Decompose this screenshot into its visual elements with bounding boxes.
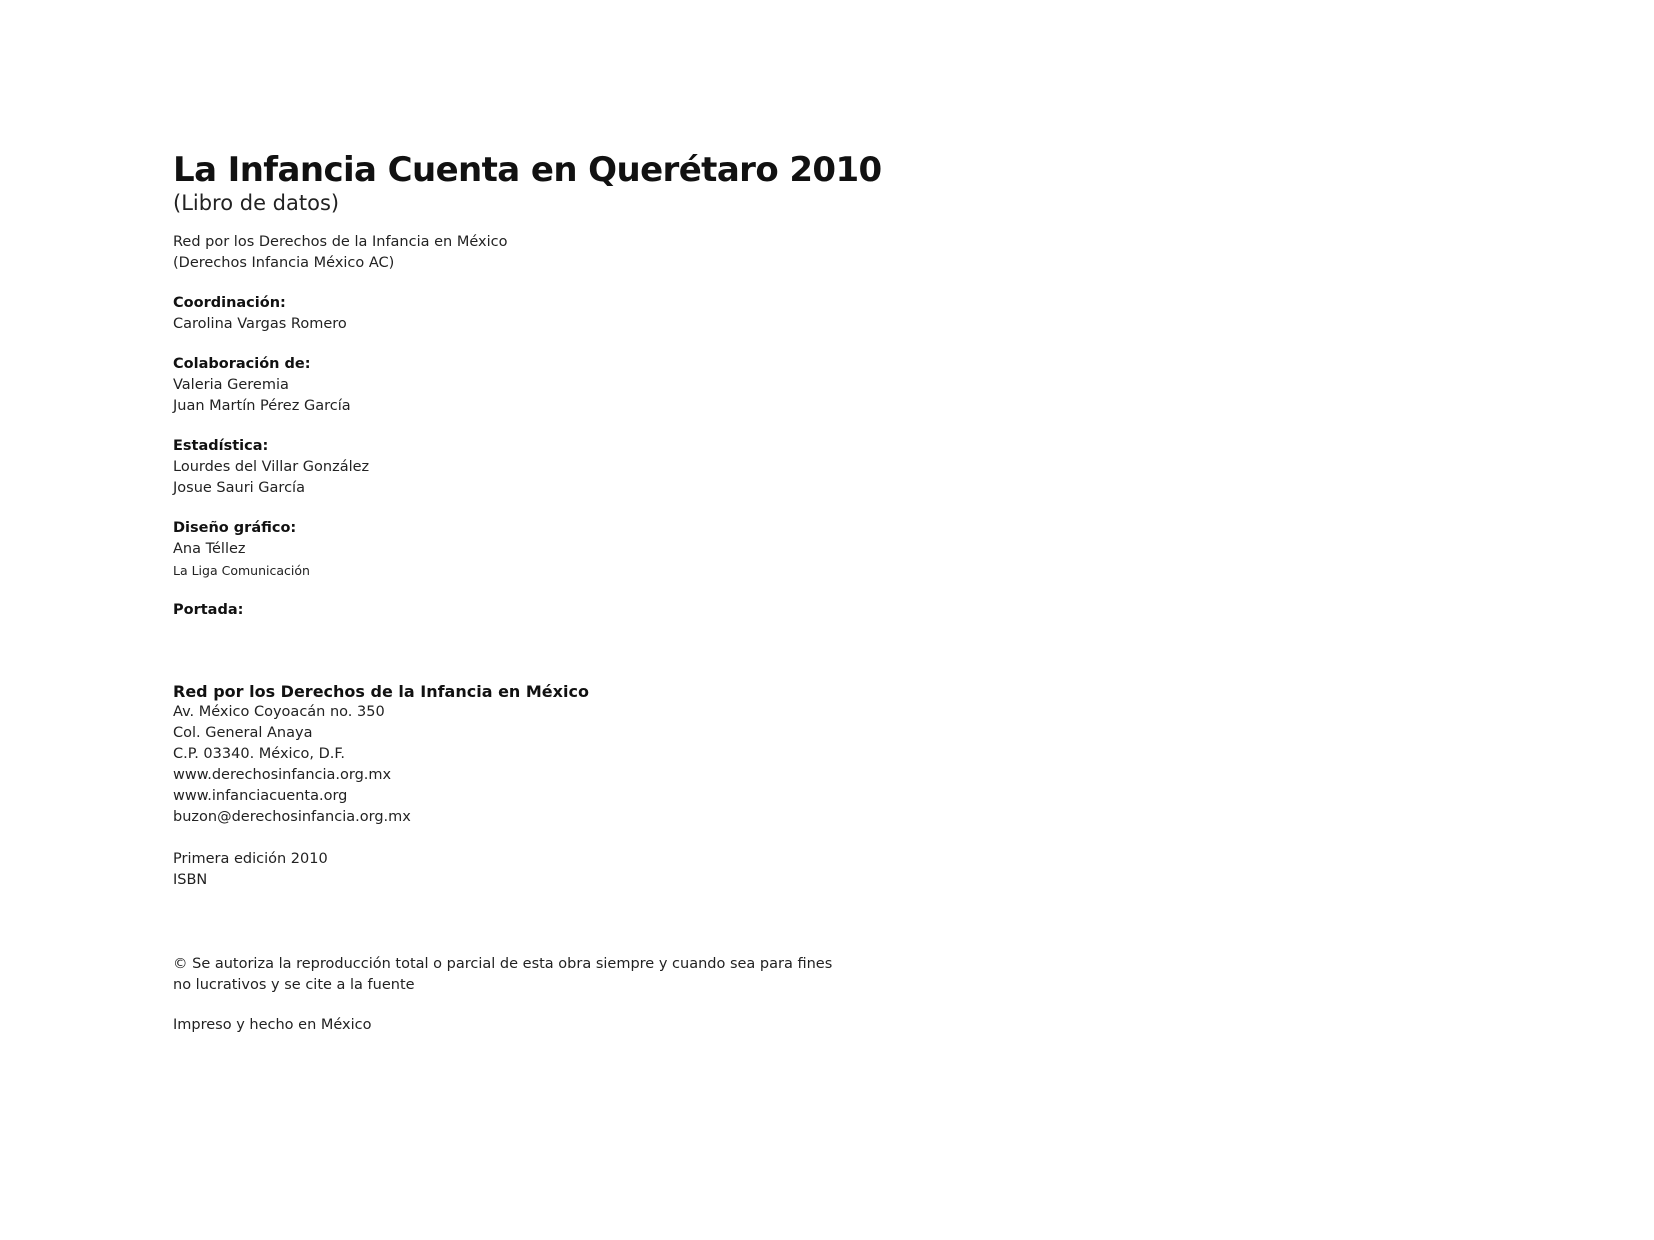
coordinator-name: Carolina Vargas Romero: [173, 316, 347, 332]
design-section: [173, 518, 933, 581]
design-label: Diseño gráfico:: [173, 520, 297, 536]
statistics-section: [173, 436, 933, 499]
contact-block: [173, 681, 933, 828]
book-subtitle: (Libro de datos): [173, 191, 340, 215]
book-title: La Infancia Cuenta en Querétaro 2010: [173, 150, 882, 190]
website-link[interactable]: www.derechosinfancia.org.mx: [173, 767, 392, 783]
address-line: Col. General Anaya: [173, 725, 313, 741]
statistician-name: Lourdes del Villar González: [173, 459, 370, 475]
isbn-text: ISBN: [173, 872, 208, 888]
contact-heading: Red por los Derechos de la Infancia en México: [173, 682, 589, 701]
statistician-name: Josue Sauri García: [173, 480, 305, 496]
organization-block: [173, 232, 933, 274]
coordination-section: [173, 293, 933, 335]
address-line: Av. México Coyoacán no. 350: [173, 704, 385, 720]
organization-name: Red por los Derechos de la Infancia en México: [173, 234, 508, 250]
copyright-block: [173, 954, 833, 996]
organization-legal-name: (Derechos Infancia México AC): [173, 255, 395, 271]
copyright-notice: © Se autoriza la reproducción total o parcial de esta obra siempre y cuando sea para fines no lucrativos y se cite a la fuente: [173, 956, 833, 993]
edition-text: Primera edición 2010: [173, 851, 328, 867]
address-line: C.P. 03340. México, D.F.: [173, 746, 346, 762]
designer-name: Ana Téllez: [173, 541, 246, 557]
collaborator-name: Juan Martín Pérez García: [173, 398, 351, 414]
printed-block: [173, 1015, 933, 1036]
edition-block: [173, 849, 933, 891]
website-link[interactable]: www.infanciacuenta.org: [173, 788, 348, 804]
printed-in-text: Impreso y hecho en México: [173, 1017, 372, 1033]
coordination-label: Coordinación:: [173, 295, 286, 311]
colophon-page: [173, 150, 933, 1036]
statistics-label: Estadística:: [173, 438, 269, 454]
design-agency: La Liga Comunicación: [173, 563, 310, 578]
collaboration-section: [173, 354, 933, 417]
cover-label: Portada:: [173, 602, 244, 618]
collaboration-label: Colaboración de:: [173, 356, 311, 372]
cover-section: [173, 600, 933, 621]
collaborator-name: Valeria Geremia: [173, 377, 289, 393]
email-link[interactable]: buzon@derechosinfancia.org.mx: [173, 809, 411, 825]
